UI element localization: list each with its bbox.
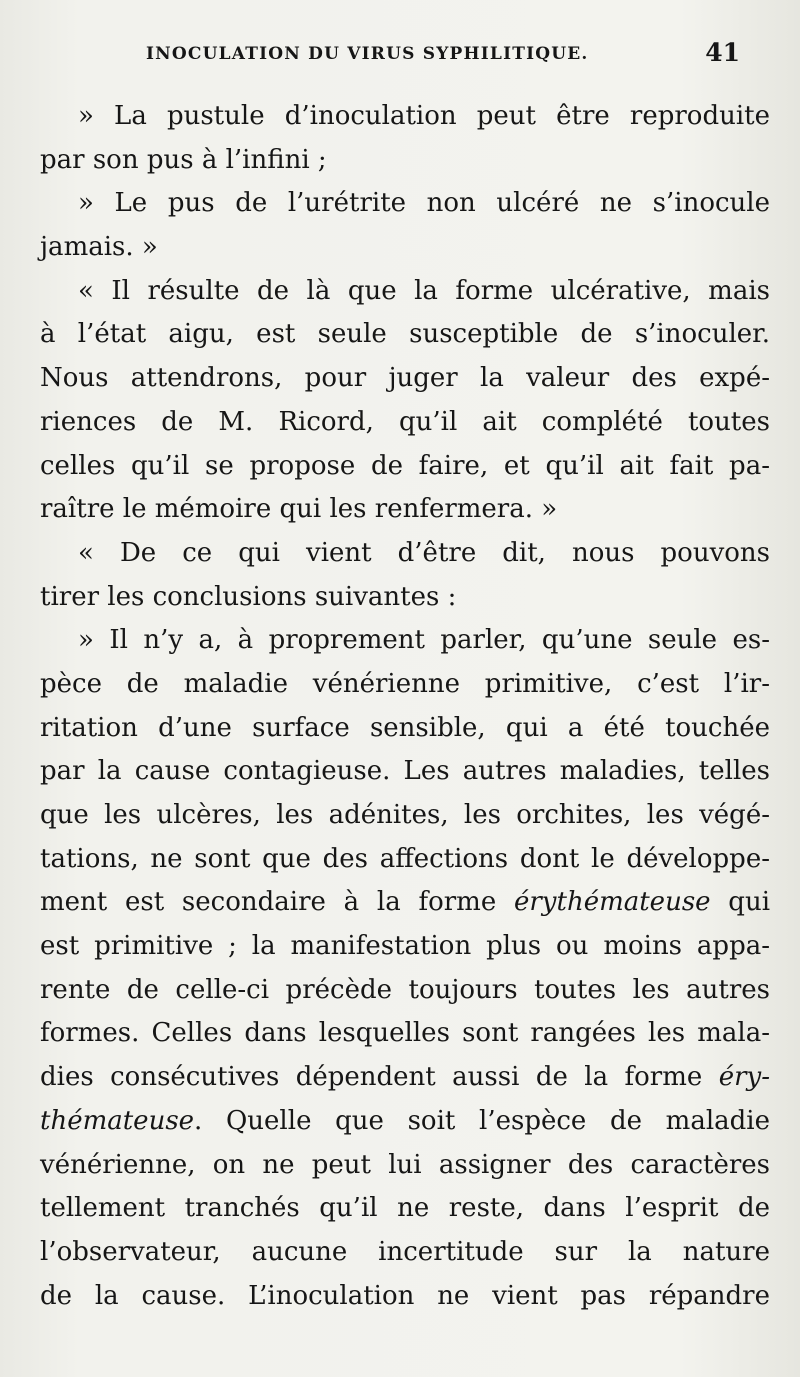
text-line: « Il résulte de là que la forme ulcérative, mais xyxy=(78,275,770,306)
text-line: « De ce qui vient d’être dit, nous pouvons xyxy=(78,537,770,568)
text-line: pèce de maladie vénérienne primitive, c’est l’ir- xyxy=(40,668,770,699)
text-line: tations, ne sont que des affections dont le développe- xyxy=(40,843,770,874)
text-line: riences de M. Ricord, qu’il ait complété toutes xyxy=(40,406,770,437)
emphasis: érythémateuse xyxy=(513,887,711,918)
text-line: par son pus à l’infini ; xyxy=(40,144,327,175)
page-number: 41 xyxy=(705,38,740,67)
text-line: » Il n’y a, à proprement parler, qu’une seule es- xyxy=(78,625,770,656)
text-line: » Le pus de l’urétrite non ulcéré ne s’inocule xyxy=(78,188,770,219)
text-line: tellement tranchés qu’il ne reste, dans l’esprit de xyxy=(40,1193,770,1224)
running-head: INOCULATION DU VIRUS SYPHILITIQUE. xyxy=(146,44,589,64)
body-text xyxy=(40,95,770,1318)
text-line: vénérienne, on ne peut lui assigner des caractères xyxy=(40,1149,770,1180)
page-header xyxy=(146,40,740,74)
text-line: formes. Celles dans lesquelles sont rangées les mala- xyxy=(40,1018,770,1049)
text-line: l’observateur, aucune incertitude sur la nature xyxy=(40,1236,770,1267)
text-line: à l’état aigu, est seule susceptible de s’inoculer. xyxy=(40,319,770,350)
text-line: par la cause contagieuse. Les autres maladies, telles xyxy=(40,756,770,787)
text-line: jamais. » xyxy=(40,232,158,263)
emphasis: thémateuse xyxy=(556,887,711,918)
text-line: ment est secondaire à la forme érythémateuse qui xyxy=(40,887,771,918)
text-line: thémateuse. Quelle que soit l’espèce de maladie xyxy=(40,1105,770,1136)
text-line: rente de celle-ci précède toujours toutes les autres xyxy=(40,974,770,1005)
text-line: est primitive ; la manifestation plus ou moins appa- xyxy=(40,931,770,962)
emphasis: thémateuse xyxy=(40,1105,195,1136)
text-line: celles qu’il se propose de faire, et qu’il ait fait pa- xyxy=(40,450,770,481)
text-line: Nous attendrons, pour juger la valeur des expé- xyxy=(40,363,770,394)
text-line: dies consécutives dépendent aussi de la forme éry- xyxy=(40,1062,770,1093)
text-line: de la cause. L’inoculation ne vient pas répandre xyxy=(40,1280,770,1311)
emphasis: éry- xyxy=(718,1062,770,1093)
text-line: » La pustule d’inoculation peut être reproduite xyxy=(78,101,770,131)
text-line: que les ulcères, les adénites, les orchites, les végé- xyxy=(40,800,770,830)
text-line: ritation d’une surface sensible, qui a été touchée xyxy=(40,712,770,743)
text-line: tirer les conclusions suivantes : xyxy=(40,581,457,612)
text-line: raître le mémoire qui les renfermera. » xyxy=(40,494,558,525)
